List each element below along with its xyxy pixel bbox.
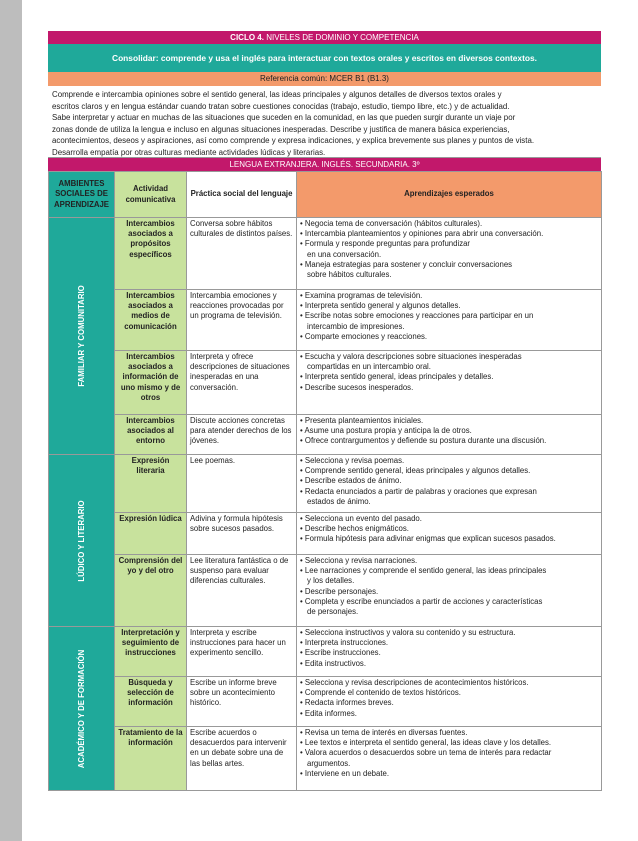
practica-cell: Escribe un informe breve sobre un acontecimiento histórico.	[187, 677, 297, 727]
practica-cell: Adivina y formula hipótesis sobre sucesos pasados.	[187, 513, 297, 555]
aprendizaje-item: • Describe estados de ánimo.	[300, 476, 402, 486]
practica-cell: Lee poemas.	[187, 455, 297, 513]
aprendizaje-item: • Selecciona instructivos y valora su contenido y su estructura.	[300, 628, 516, 637]
aprendizaje-item: argumentos.	[307, 758, 351, 768]
aprendizajes-cell	[297, 677, 602, 727]
table-row	[49, 351, 602, 415]
aprendizaje-item: • Ofrece contrargumentos y defiende su postura durante una discusión.	[300, 436, 547, 446]
left-margin-bar	[0, 0, 22, 841]
table-row	[49, 415, 602, 455]
practica-cell: Lee literatura fantástica o de suspenso para evaluar diferencias culturales.	[187, 555, 297, 627]
aprendizajes-cell	[297, 415, 602, 455]
table-row	[49, 627, 602, 677]
aprendizaje-item: • Intercambia planteamientos y opiniones para abrir una conversación.	[300, 229, 544, 239]
actividad-cell: Búsqueda y selección de información	[115, 677, 187, 727]
practica-cell: Discute acciones concretas para atender derechos de los jóvenes.	[187, 415, 297, 455]
description-line: escritos claros y en lengua estándar cuando tratan sobre cuestiones conocidas (trabajo, estudio, tiempo libre, etc.) y de actualidad.	[52, 101, 510, 111]
cycle-title: NIVELES DE DOMINIO Y COMPETENCIA	[266, 33, 419, 42]
aprendizaje-item: estados de ánimo.	[307, 496, 371, 506]
table-row	[49, 555, 602, 627]
reference-banner: Referencia común: MCER B1 (B1.3)	[48, 72, 601, 86]
aprendizajes-cell	[297, 455, 602, 513]
practica-cell: Interpreta y ofrece descripciones de situaciones inesperadas en una conversación.	[187, 351, 297, 415]
aprendizaje-item: • Escribe instrucciones.	[300, 648, 381, 658]
aprendizaje-item: • Lee textos e interpreta el sentido general, las ideas clave y los detalles.	[300, 738, 552, 748]
ambiente-label: FAMILIAR Y COMUNITARIO	[76, 285, 86, 387]
cycle-label: CICLO 4.	[230, 33, 264, 42]
aprendizaje-item: de personajes.	[307, 607, 359, 617]
aprendizaje-item: • Interpreta sentido general, ideas principales y detalles.	[300, 372, 494, 382]
col-header-actividad: Actividad comunicativa	[115, 172, 187, 218]
aprendizaje-item: • Revisa un tema de interés en diversas fuentes.	[300, 728, 468, 737]
description-line: acontecimientos, deseos y aspiraciones, así como comprende y expresa indicaciones, y explica brevemente sus planes y puntos de vista.	[52, 136, 535, 145]
practica-cell: Escribe acuerdos o desacuerdos para intervenir en un debate sobre una de las bellas artes.	[187, 727, 297, 791]
aprendizaje-item: • Formula y responde preguntas para profundizar	[300, 239, 471, 249]
aprendizaje-item: intercambio de impresiones.	[307, 321, 405, 331]
aprendizaje-item: • Selecciona y revisa poemas.	[300, 456, 405, 465]
aprendizaje-item: • Edita informes.	[300, 708, 357, 718]
aprendizaje-item: en una conversación.	[307, 249, 382, 259]
aprendizaje-item: • Comprende el contenido de textos históricos.	[300, 688, 461, 698]
aprendizajes-cell	[297, 351, 602, 415]
aprendizaje-item: • Interviene en un debate.	[300, 768, 389, 778]
table-header-row	[49, 172, 602, 218]
ambiente-familiar	[49, 218, 115, 455]
table-row	[49, 290, 602, 351]
aprendizaje-item: • Redacta informes breves.	[300, 698, 394, 708]
description-line: Sabe interpretar y actuar en muchas de las situaciones que suceden en la comunidad, en las que pueden surgir durante un viaje por	[52, 113, 516, 122]
description-line: Desarrolla empatía por otras culturas mediante actividades lúdicas y literarias.	[52, 147, 326, 157]
competency-description	[48, 86, 601, 158]
aprendizaje-item: • Describe personajes.	[300, 586, 379, 596]
aprendizaje-item: • Selecciona y revisa descripciones de acontecimientos históricos.	[300, 678, 529, 687]
aprendizaje-item: • Asume una postura propia y anticipa la de otros.	[300, 426, 472, 436]
table-row	[49, 677, 602, 727]
aprendizaje-item: • Selecciona un evento del pasado.	[300, 514, 422, 523]
aprendizaje-item: • Describe sucesos inesperados.	[300, 382, 414, 392]
col-header-aprendizajes: Aprendizajes esperados	[297, 172, 602, 218]
cycle-header	[48, 31, 601, 44]
aprendizaje-item: • Negocia tema de conversación (hábitos culturales).	[300, 219, 483, 228]
aprendizaje-item: • Interpreta sentido general y algunos detalles.	[300, 301, 461, 311]
aprendizaje-item: • Maneja estrategias para sostener y concluir conversaciones	[300, 259, 513, 269]
aprendizaje-item: • Interpreta instrucciones.	[300, 638, 389, 648]
aprendizaje-item: • Comparte emociones y reacciones.	[300, 331, 428, 341]
aprendizaje-item: • Edita instructivos.	[300, 658, 366, 668]
aprendizajes-cell	[297, 290, 602, 351]
actividad-cell: Interpretación y seguimiento de instrucciones	[115, 627, 187, 677]
aprendizajes-cell	[297, 218, 602, 290]
actividad-cell: Intercambios asociados a propósitos específicos	[115, 218, 187, 290]
aprendizajes-cell	[297, 627, 602, 677]
aprendizaje-item: • Comprende sentido general, ideas principales y algunos detalles.	[300, 466, 531, 476]
practica-cell: Conversa sobre hábitos culturales de distintos países.	[187, 218, 297, 290]
actividad-cell: Intercambios asociados a medios de comunicación	[115, 290, 187, 351]
aprendizaje-item: • Lee narraciones y comprende el sentido general, las ideas principales	[300, 566, 547, 576]
actividad-cell: Expresión literaria	[115, 455, 187, 513]
description-line: Comprende e intercambia opiniones sobre el sentido general, las ideas principales y algunos detalles de diversos textos orales y	[52, 90, 502, 99]
actividad-cell: Expresión lúdica	[115, 513, 187, 555]
actividad-cell: Tratamiento de la información	[115, 727, 187, 791]
aprendizajes-cell	[297, 555, 602, 627]
description-line: zonas donde de utiliza la lengua e incluso en algunas situaciones inesperadas. Describe y justifica de manera básica experiencias,	[52, 124, 510, 134]
aprendizaje-item: compartidas en un intercambio oral.	[307, 362, 431, 372]
aprendizaje-item: • Escucha y valora descripciones sobre situaciones inesperadas	[300, 352, 522, 361]
col-header-practica: Práctica social del lenguaje	[187, 172, 297, 218]
table-row	[49, 218, 602, 290]
ambiente-ludico	[49, 455, 115, 627]
aprendizaje-item: y los detalles.	[307, 576, 355, 586]
actividad-cell: Intercambios asociados al entorno	[115, 415, 187, 455]
aprendizaje-item: • Selecciona y revisa narraciones.	[300, 556, 418, 565]
actividad-cell: Intercambios asociados a información de uno mismo y de otros	[115, 351, 187, 415]
ambiente-label: ACADÉMICO Y DE FORMACIÓN	[76, 649, 86, 768]
actividad-cell: Comprensión del yo y del otro	[115, 555, 187, 627]
learning-table	[48, 171, 602, 791]
subject-header: LENGUA EXTRANJERA. INGLÉS. SECUNDARIA. 3º	[48, 158, 601, 171]
aprendizaje-item: • Valora acuerdos o desacuerdos sobre un tema de interés para redactar	[300, 748, 552, 758]
table-row	[49, 727, 602, 791]
aprendizaje-item: • Examina programas de televisión.	[300, 291, 423, 300]
ambiente-academico	[49, 627, 115, 791]
aprendizaje-item: • Escribe notas sobre emociones y reacciones para participar en un	[300, 311, 534, 321]
aprendizaje-item: • Redacta enunciados a partir de palabras y oraciones que expresan	[300, 486, 537, 496]
competency-sheet	[48, 31, 601, 791]
practica-cell: Interpreta y escribe instrucciones para hacer un experimento sencillo.	[187, 627, 297, 677]
practica-cell: Intercambia emociones y reacciones provocadas por un programa de televisión.	[187, 290, 297, 351]
aprendizaje-item: • Completa y escribe enunciados a partir de acciones y características	[300, 596, 543, 606]
aprendizajes-cell	[297, 727, 602, 791]
aprendizajes-cell	[297, 513, 602, 555]
table-row	[49, 513, 602, 555]
aprendizaje-item: • Presenta planteamientos iniciales.	[300, 416, 424, 425]
col-header-ambientes: AMBIENTES SOCIALES DE APRENDIZAJE	[49, 172, 115, 218]
purpose-banner: Consolidar: comprende y usa el inglés para interactuar con textos orales y escritos en diversos contextos.	[48, 44, 601, 72]
aprendizaje-item: • Formula hipótesis para adivinar enigmas que explican sucesos pasados.	[300, 534, 556, 544]
aprendizaje-item: • Describe hechos enigmáticos.	[300, 524, 409, 534]
table-row	[49, 455, 602, 513]
ambiente-label: LÚDICO Y LITERARIO	[76, 499, 86, 582]
aprendizaje-item: sobre hábitos culturales.	[307, 270, 392, 280]
